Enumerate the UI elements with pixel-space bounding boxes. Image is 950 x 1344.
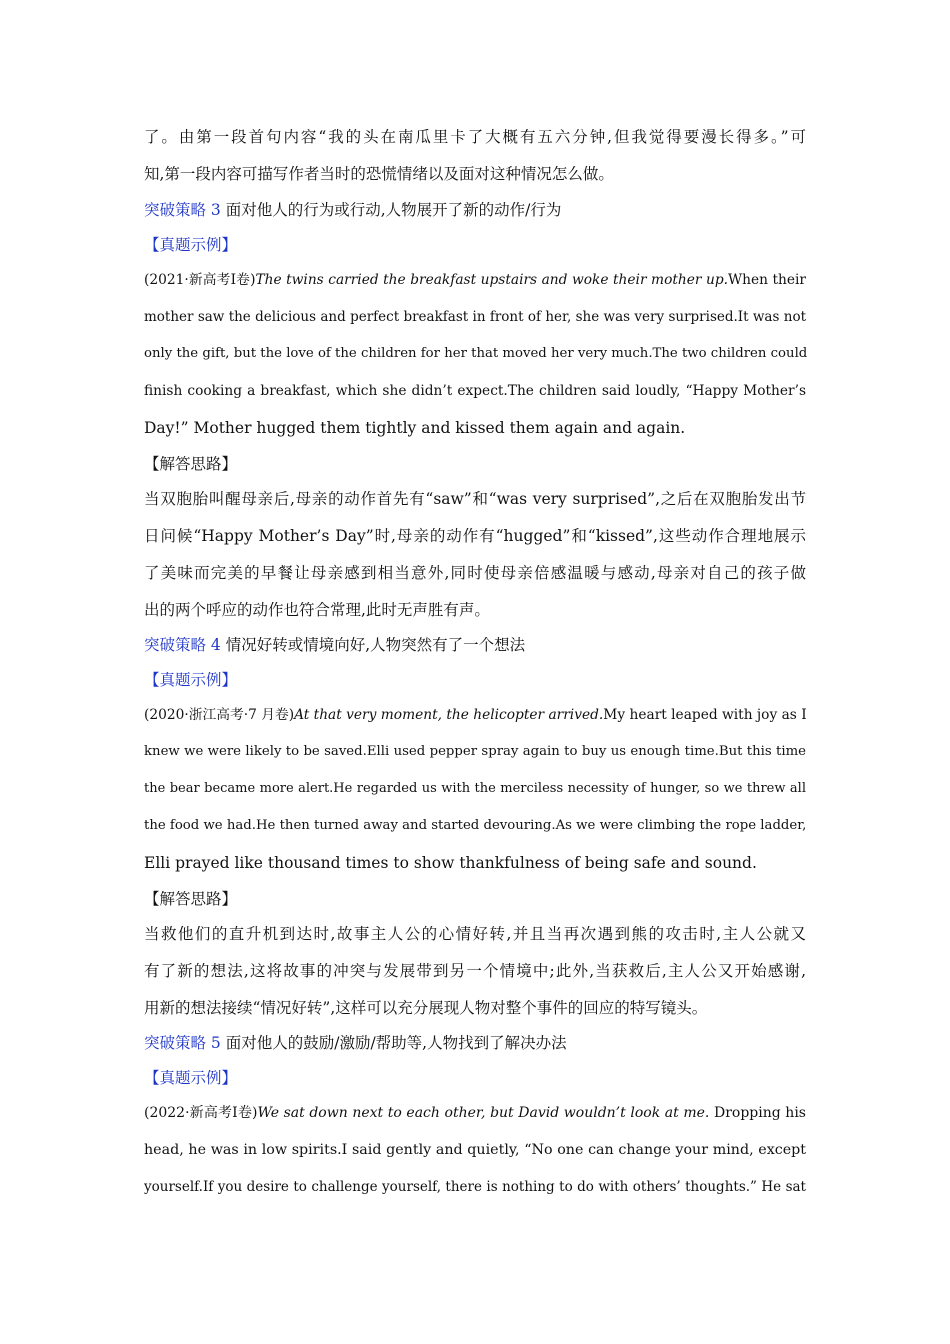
example-line: only the gift, but the love of the children for her that moved her very much.The two children could	[144, 346, 808, 361]
answer-line: 出的两个呼应的动作也符合常理,此时无声胜有声。	[144, 601, 490, 619]
strategy-3-heading	[144, 198, 806, 222]
intro-line: 了。由第一段首句内容“我的头在南瓜里卡了大概有五六分钟,但我觉得要漫长得多。”可	[144, 128, 806, 146]
strategy-label: 突破策略 5	[144, 1034, 221, 1052]
answer-label: 【解答思路】	[144, 890, 238, 908]
example-line: (2021·新高考Ⅰ卷)The twins carried the breakfast upstairs and woke their mother up.When their	[144, 272, 806, 288]
example-line: the food we had.He then turned away and started devouring.As we were climbing the rope ladder,	[144, 818, 807, 833]
intro-line: 知,第一段内容可描写作者当时的恐慌情绪以及面对这种情况怎么做。	[144, 165, 614, 183]
example-label: 【真题示例】	[144, 1069, 238, 1087]
example-line: Elli prayed like thousand times to show thankfulness of being safe and sound.	[144, 854, 757, 872]
example-line: (2020·浙江高考·7 月卷)At that very moment, the helicopter arrived.My heart leaped with joy as I	[144, 707, 807, 723]
example-line: yourself.If you desire to challenge yourself, there is nothing to do with others’ thoughts.” He sat	[144, 1179, 806, 1195]
example-label: 【真题示例】	[144, 671, 238, 689]
example-line: mother saw the delicious and perfect breakfast in front of her, she was very surprised.It was not	[144, 309, 806, 325]
answer-line: 用新的想法接续“情况好转”,这样可以充分展现人物对整个事件的回应的特写镜头。	[144, 999, 708, 1017]
strategy-5-heading	[144, 1031, 806, 1055]
example-given-sentence: We sat down next to each other, but David wouldn’t look at me.	[257, 1105, 710, 1121]
answer-line: 有了新的想法,这将故事的冲突与发展带到另一个情境中;此外,当获救后,主人公又开始感谢,	[144, 962, 806, 980]
strategy-title: 面对他人的行为或行动,人物展开了新的动作/行为	[225, 201, 562, 219]
answer-line: 日问候“Happy Mother’s Day”时,母亲的动作有“hugged”和“kissed”,这些动作合理地展示	[144, 527, 806, 545]
example-source: (2021·新高考Ⅰ卷)	[144, 272, 256, 288]
example-line: the bear became more alert.He regarded us with the merciless necessity of hunger, so we threw all	[144, 781, 806, 796]
strategy-4-heading	[144, 633, 806, 657]
example-given-sentence: At that very moment, the helicopter arrived.	[294, 707, 604, 723]
strategy-title: 情况好转或情境向好,人物突然有了一个想法	[225, 636, 526, 654]
example-given-sentence: The twins carried the breakfast upstairs and woke their mother up.	[255, 272, 728, 288]
example-line: knew we were likely to be saved.Elli used pepper spray again to buy us enough time.But this time	[144, 744, 806, 759]
example-source: (2020·浙江高考·7 月卷)	[144, 707, 295, 723]
strategy-title: 面对他人的鼓励/激励/帮助等,人物找到了解决办法	[225, 1034, 567, 1052]
answer-label: 【解答思路】	[144, 455, 238, 473]
answer-line: 当救他们的直升机到达时,故事主人公的心情好转,并且当再次遇到熊的攻击时,主人公就又	[144, 925, 806, 943]
example-line: (2022·新高考Ⅰ卷)We sat down next to each other, but David wouldn’t look at me. Dropping his	[144, 1105, 806, 1121]
example-line: Day!” Mother hugged them tightly and kissed them again and again.	[144, 419, 686, 437]
example-line: finish cooking a breakfast, which she didn’t expect.The children said loudly, “Happy Mother’s	[144, 383, 806, 399]
example-source: (2022·新高考Ⅰ卷)	[144, 1105, 258, 1121]
answer-line: 了美味而完美的早餐让母亲感到相当意外,同时使母亲倍感温暖与感动,母亲对自己的孩子做	[144, 564, 806, 582]
example-line: head, he was in low spirits.I said gently and quietly, “No one can change your mind, except	[144, 1142, 806, 1158]
strategy-label: 突破策略 4	[144, 636, 221, 654]
strategy-label: 突破策略 3	[144, 201, 221, 219]
example-label: 【真题示例】	[144, 236, 238, 254]
answer-line: 当双胞胎叫醒母亲后,母亲的动作首先有“saw”和“was very surprised”,之后在双胞胎发出节	[144, 490, 806, 508]
